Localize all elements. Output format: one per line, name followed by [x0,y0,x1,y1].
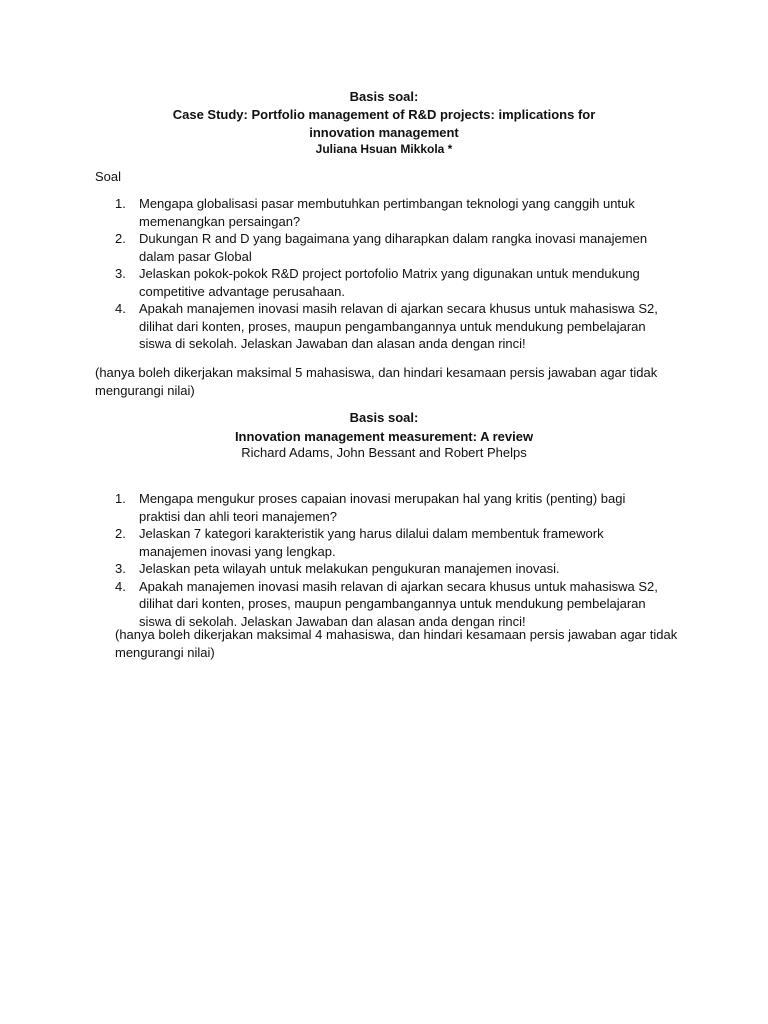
section2-title: Innovation management measurement: A review [234,429,534,444]
question-item [0,560,659,578]
question-number: 3. [115,561,126,576]
section1-question-list [0,195,768,353]
section1-title-line2: innovation management [309,124,459,140]
section2-heading: Basis soal: [349,410,419,425]
question-item [0,578,659,631]
section1-title-line1: Case Study: Portfolio management of R&D projects: implications for [172,107,596,122]
section1-heading: Basis soal: [349,89,419,104]
question-text: Jelaskan pokok-pokok R&D project portofolio Matrix yang digunakan untuk mendukung competitive advantage perusahaan. [139,266,640,299]
question-number: 3. [115,266,126,281]
question-item [0,265,659,300]
section2-author: Richard Adams, John Bessant and Robert Phelps [241,445,527,460]
question-item [0,300,659,353]
section1-note: (hanya boleh dikerjakan maksimal 5 mahasiswa, dan hindari kesamaan persis jawaban agar tidak mengurangi nilai) [95,365,658,398]
question-number: 1. [115,196,126,211]
question-text: Apakah manajemen inovasi masih relavan di ajarkan secara khusus untuk mahasiswa S2, dilihat dari konten, proses, maupun pengambangannya untuk mendukung pembelajaran siswa di sekolah. Jelaskan Jawaban dan alasan anda dengan rinci! [139,301,658,351]
question-text: Mengapa mengukur proses capaian inovasi merupakan hal yang kritis (penting) bagi praktisi dan ahli teori manajemen? [139,491,626,524]
question-number: 4. [115,301,126,316]
question-text: Apakah manajemen inovasi masih relavan di ajarkan secara khusus untuk mahasiswa S2, dilihat dari konten, proses, maupun pengambangannya untuk mendukung pembelajaran siswa di sekolah. Jelaskan Jawaban dan alasan anda dengan rinci! [139,578,658,629]
question-text: Jelaskan 7 kategori karakteristik yang harus dilalui dalam membentuk framework manajemen inovasi yang lengkap. [139,526,604,559]
section2-question-list [0,490,768,630]
question-number: 2. [115,526,126,541]
question-number: 4. [115,578,126,594]
question-number: 1. [115,491,126,506]
question-item [0,230,659,265]
section1-author: Juliana Hsuan Mikkola * [315,142,453,156]
question-item [0,525,659,560]
question-number: 2. [115,231,126,246]
question-item [0,195,659,230]
question-text: Jelaskan peta wilayah untuk melakukan pengukuran manajemen inovasi. [139,561,560,576]
question-text: Dukungan R and D yang bagaimana yang diharapkan dalam rangka inovasi manajemen dalam pasar Global [139,231,648,264]
question-text: Mengapa globalisasi pasar membutuhkan pertimbangan teknologi yang canggih untuk memenangkan persaingan? [139,196,635,229]
question-item [0,490,659,525]
section2-note: (hanya boleh dikerjakan maksimal 4 mahasiswa, dan hindari kesamaan persis jawaban agar tidak mengurangi nilai) [115,627,678,660]
section1-title [0,106,768,141]
soal-label: Soal [95,169,122,184]
